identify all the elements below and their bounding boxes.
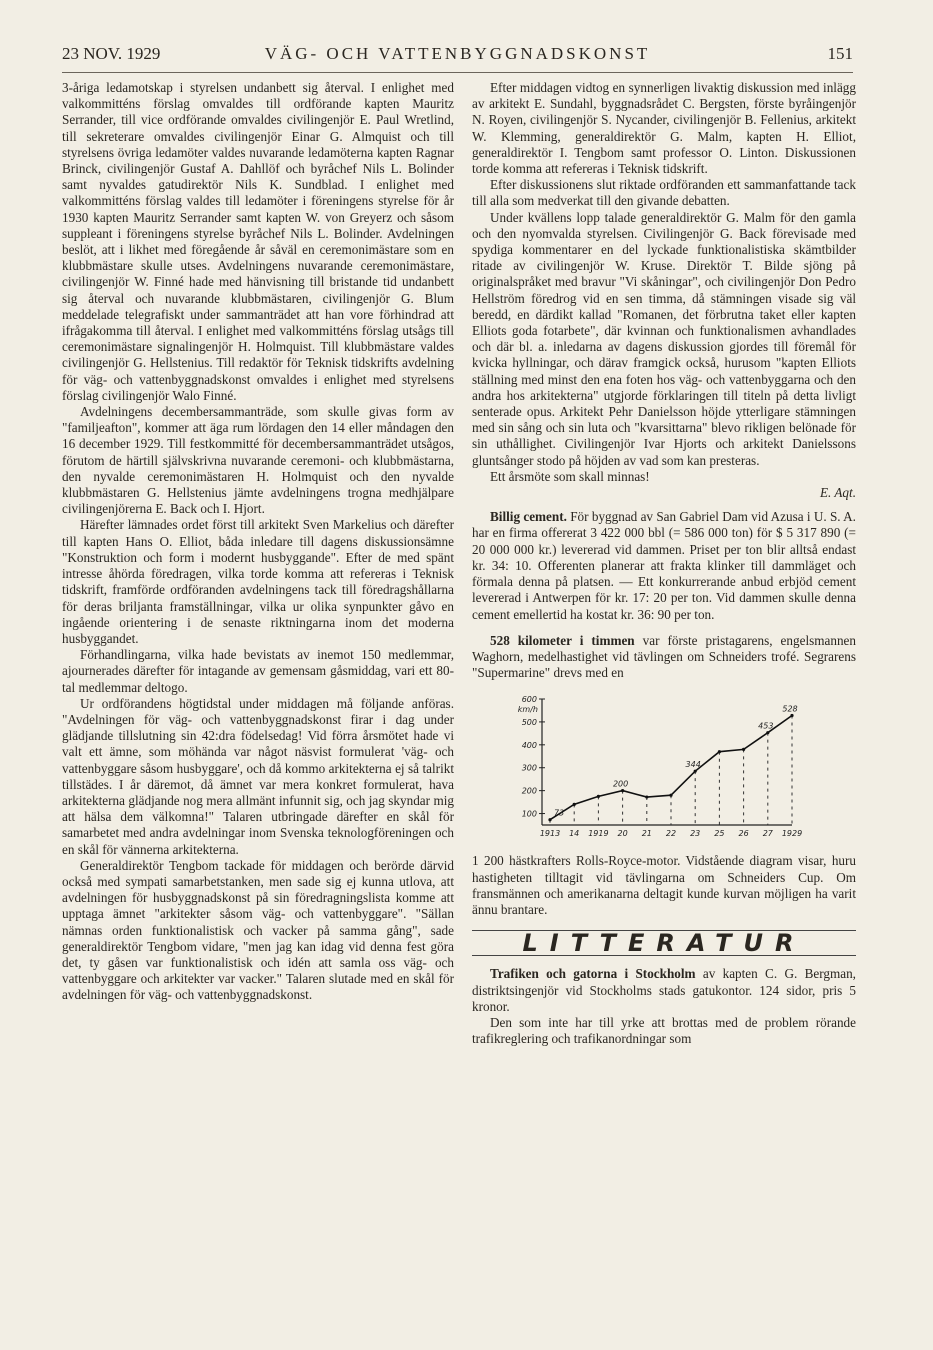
x-tick-label: 25 [714,829,725,839]
paragraph: Efter middagen vidtog en synnerligen livaktig diskussion med inlägg av arkitekt E. Sundahl, byggnadsrådet C. Bergsten, förste byråingenjör N. Royen, civilingenjör S. Nycander, civilingenjör B. Fellenius, arkitekt W. Klemming, generaldirektör G. Malm, kapten H. Elliot, generaldirektör I. Tengbom samt professor O. Linton. Diskussionen torde komma att refereras i Teknisk tidskrift. [472,80,856,177]
x-tick-label: 14 [569,829,580,839]
speed-point [766,731,769,734]
data-label: 344 [685,760,701,770]
x-tick-label: 27 [762,829,773,839]
article-billig-cement [472,509,856,622]
y-tick-label: 300 [521,764,537,774]
speed-point [669,794,672,797]
signature: E. Aqt. [819,485,856,501]
y-tick-label: 400 [521,741,537,751]
issue-date: 23 NOV. 1929 [62,44,161,63]
paragraph: Efter diskussionens slut riktade ordföranden ett sammanfattande tack till alla som medverkat till den givande debatten. [472,177,856,209]
x-tick-label: 21 [641,829,652,839]
book-title: Trafiken och gatorna i Stockholm [490,966,696,982]
x-tick-label: 23 [690,829,701,839]
book-text: av kapten C. G. Bergman, distriktsingenjör vid Stockholms stads gatukontor. 124 sidor, pris 5 kronor. [472,966,856,1014]
x-tick-label: 26 [738,829,749,839]
y-tick-label: 200 [521,786,537,796]
paragraph: 1 200 hästkrafters Rolls-Royce-motor. Vidstående diagram visar, huru hastigheten tilltagit vid tävlingarna om Schneiders Cup. Om fransmännen och amerikanarna deltagit kunde kurvan möjligen ha varit ännu brantare. [472,853,856,917]
speed-chart-svg [472,687,856,847]
data-label: 200 [612,779,629,789]
right-column [472,80,856,1047]
speed-point [718,750,721,753]
paragraph: Avdelningens decembersammanträde, som skulle givas form av "familjeafton", kommer att äga rum lördagen den 14 eller måndagen den 16 december 1929. Till festkommitté för decembersammanträdet utsågos, förutom de härtill självskrivna nuvarande ceremoni- och klubbmästarna, den nyvalde ceremonimästaren H. Holmquist och den nyvalde klubbmästaren G. Hellstenius jämte avdelningens trogna medhjälpare civilingenjörerna E. Back och I. Hjort. [62,404,454,517]
journal-title: VÄG- OCH VATTENBYGGNADSKONST [264,44,651,63]
data-label: 528 [782,704,798,714]
speed-point [694,770,697,773]
article-title: Billig cement. [490,509,567,525]
speed-point [548,818,551,821]
paragraph: Ur ordförandens högtidstal under middagen må följande anföras. "Avdelningen för väg- och vattenbyggnadskonst firar i dag under glädjande tillslutning sin 42:dra födelsedag! Vid förra årsmötet hade vi valt ett ämne, som möhända var något näsvist formulerat 'väg- och vattenbyggare såsom husbyggare', och då kommo arkitekterna ej så talrikt tillstädes. I år däremot, då ämnet var mera konkret formulerat, hava arkitekterna glädjande nog mera allmänt infunnit sig, och jag skyndar mig att hälsa dem välkomna!" Talaren utbringade därefter en skål för samarbetet med andra avdelningar inom Svenska teknologföreningen och en skål för vännerna arkitekterna. [62,695,454,857]
page-header [62,44,853,70]
article-title: 528 kilometer i timmen [490,632,635,648]
book-review [472,966,856,1015]
section-heading-litteratur: LITTERATUR [472,930,856,956]
x-tick-label: 20 [617,829,628,839]
speed-point [645,796,648,799]
x-tick-label: 1929 [781,829,803,839]
speed-point [621,789,624,792]
article-text: var förste pristagarens, engelsmannen Waghorn, medelhastighet vid tävlingen om Schneiders trofé. Segrarens "Supermarine" drevs med en [472,632,856,681]
page-number: 151 [827,44,853,63]
speed-point [573,803,576,806]
speed-point [742,748,745,751]
paragraph: Härefter lämnades ordet först till arkitekt Sven Markelius och därefter till kapten Hans O. Elliot, båda inledare till dagens diskussionsämne "Konstruktion och form i modernt husbyggande". Efter de med spänt intresse åhörda föredragen, vilka torde komma att refereras i Teknisk tidskrift, framförde ordföranden avdelningens tack till föredragshållarna för deras briljanta framställningar, vilka ur olika synpunkter gåvo en ingående orientering i de senaste riktningarna inom det moderna husbyggandet. [62,517,454,646]
x-tick-label: 1913 [539,829,561,839]
header-rule [62,72,853,73]
article-schneider [472,633,856,682]
paragraph: Generaldirektör Tengbom tackade för middagen och berörde därvid också med sympati samarbetstanken, men sade sig ej kunna utlova, att avdelningen för husbyggnadskonst på sin föredragningslista komme att upptaga ämnet "arkitekter såsom väg- och vattenbyggare". "Sällan nämnas orden funktionalistisk och vacker på samma gång", sade generaldirektör Tengbom vidare, "men jag kan idag vid denna fest göra det, ty gåsen var funktionalistisk och idén att samla oss väg- och vattenbyggare och arkitekter var vacker." Talaren slutade med en skål för avdelningen för väg- och vattenbyggnadskonst. [62,857,454,1003]
y-tick-label: 100 [521,809,537,819]
paragraph: 3-åriga ledamotskap i styrelsen undanbett sig återval. I enlighet med valkommitténs förslag omvaldes till ordförande kapten Mauritz Serrander, till vice ordförande omvaldes civilingenjör E. Paul Wretlind, till sekreterare omvaldes civilingenjör Einar G. Almquist och till styrelsens övriga ledamöter valdes nuvarande ledamöterna kapten Ragnar Brinck, civilingenjör Gustaf A. Dahllöf och byråchef Nils L. Bolinder samt nyvaldes gatudirektör Nils K. Sundblad. I enlighet med valkommitténs förslag valdes till ledamöter i föreningens styrelse för år 1930 kapten Mauritz Serrander samt kapten W. von Greyerz och såsom suppleant i föreningens styrelse byråchef Nils L. Bolinder. Avdelningen beslöt, att i likhet med föregående år såväl en ceremonimästare som en klubbmästare skulle utses. Avdelningens nuvarande ceremonimästare, civilingenjör W. Finné hade med hänvisning till bristande tid undanbett sig återval och nuvarande klubbmästaren, civilingenjör G. Blum meddelade telegrafiskt under sammanträdet att han vore förhindrad att ifrågakomma till återval. I enlighet med valkommitténs förslag utsågs till ceremonimästare signalingenjör H. Holmquist. Till klubbmästare valdes civilingenjör G. Hellstenius. Till redaktör för Teknisk tidskrifts avdelning för väg- och vattenbyggnadskonst omvaldes i enlighet med styrelsens förslag civilingenjör Walo Finné. [62,80,454,403]
data-label: 453 [758,721,774,731]
y-axis-unit: km/h [517,705,538,715]
speed-chart [472,687,856,847]
left-column [62,80,454,1004]
paragraph: Ett årsmöte som skall minnas! [490,468,650,484]
speed-point [790,714,793,717]
y-tick-label: 600 [521,695,537,705]
x-tick-label: 1919 [588,829,609,839]
article-text: För byggnad av San Gabriel Dam vid Azusa i U. S. A. har en firma offererat 3 422 000 bbl (= 586 000 ton) för $ 5 317 890 (= 20 000 000 kr.) levererad vid dammen. Priset per ton blir alltså endast kr. 34: 10. Offerenten planerar att frakta klinker till dammläget och förmala denna på platsen. — Ett konkurrerande anbud erbjöd cement levererad i Antwerpen för kr. 17: 20 per ton. Vid dammen skulle denna cement emellertid ha kostat kr. 36: 90 per ton. [472,509,856,622]
paragraph: Den som inte har till yrke att brottas med de problem rörande trafikreglering och trafikanordningar som [472,1014,856,1047]
x-tick-label: 22 [665,829,677,839]
speed-point [597,795,600,798]
paragraph: Förhandlingarna, vilka hade bevistats av inemot 150 medlemmar, ajournerades därefter för intagande av gemensam gåsmiddag, vari ett 80-tal medlemmar deltogo. [62,647,454,695]
data-label: 73 [554,809,565,819]
paragraph: Under kvällens lopp talade generaldirektör G. Malm för den gamla och den nyomvalda styrelsen. Civilingenjör G. Back förevisade med spydiga kommentarer en del lyckade funktionalistiska skämtbilder ritade av civilingenjör W. Kruse. Direktör T. Bilde sjöng på originalspråket med bravur "Vi skåningar", och civilingenjör Don Pedro Hellström föredrog vid en sen timma, då stämningen visade sig väl beredd, en därdikt kallad "Romanen, det förbrutna taket eller kapten Elliots goda fotarbete", där kvinnan och funktionalismen avhandlades och där bl. a. inledarna av dagens diskussion gjordes till föremål för kvicka hyllningar, och därav framgick också, hurusom "kapten Elliots ställning med minst den ena foten hos väg- och vattenbyggarna och den andra hos arkitekterna" utgjorde förklaringen till titeln på detta livligt senterade opus. Arkitekt Pehr Danielsson höjde ytterligare stämningen med sin sång och sin luta och "kvarsittarna" blevo rikligen belönade för sin uthållighet. Civilingenjör Ivar Hjorts och arkitekt Danielssons gluntsånger stodo på höjden av vad som kan presteras. [472,209,856,468]
y-tick-label: 500 [521,718,537,728]
